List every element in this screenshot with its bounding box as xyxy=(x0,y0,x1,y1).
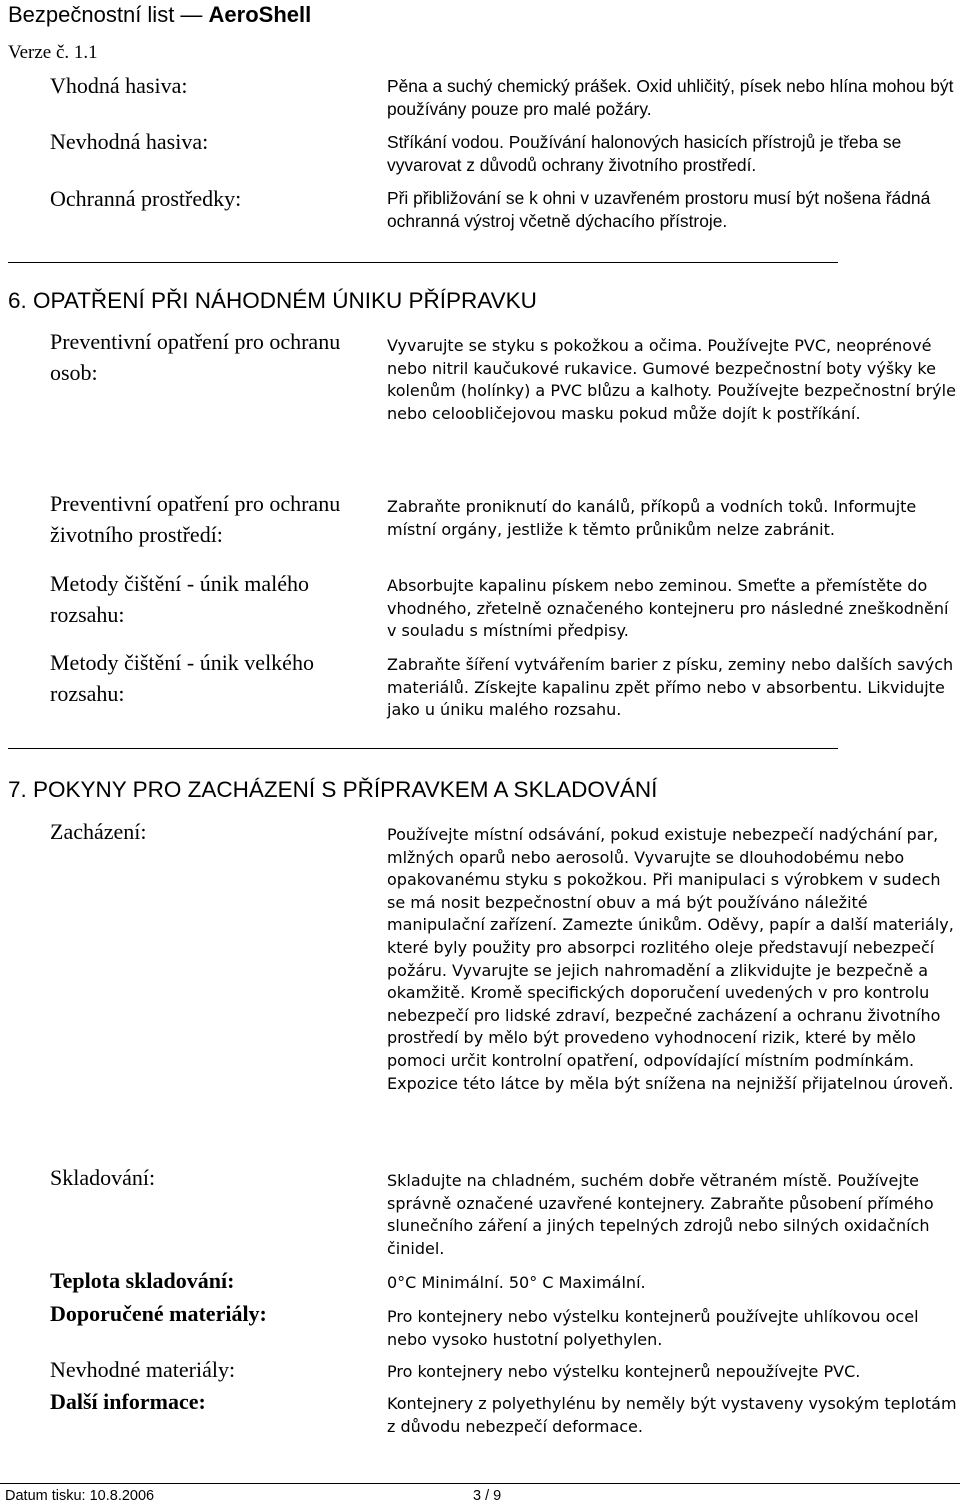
label-storage-temperature: Teplota skladování: xyxy=(50,1268,235,1293)
document-title xyxy=(8,2,311,28)
label-environmental-precautions: Preventivní opatření pro ochranu životního prostředí: xyxy=(50,491,341,547)
text-handling: Používejte místní odsávání, pokud existuje nebezpečí nadýchání par, mlžných oparů nebo aerosolů. Vyvarujte se dlouhodobému nebo opakovanému styku s pokožkou. Při manipulaci s výrobkem v sudech se má nosit bezpečnostní obuv a má být používáno náležité manipulační zařízení. Zamezte únikům. Oděvy, papír a další materiály, které byly použity pro absorpci rozlitého oleje představují nebezpečí požáru. Vyvarujte se jejich nahromadění a zlikvidujte je bezpečně a okamžitě. Kromě specifických doporučení uvedených v pro kontrolu nebezpečí pro lidské zdraví, bezpečné zacházení a ochranu životního prostředí by mělo být provedeno vyhodnocení rizik, které by mělo pomoci určit kontrolní opatření, odpovídající místním podmínkám. Expozice této látce by měla být snížena na nejnižší přijatelnou úroveň. xyxy=(387,825,954,1093)
label-recommended-materials: Doporučené materiály: xyxy=(50,1301,267,1326)
title-prefix: Bezpečnostní list — xyxy=(8,2,209,27)
label-storage: Skladování: xyxy=(50,1165,156,1190)
version-label: Verze č. 1.1 xyxy=(8,42,98,63)
label-handling: Zacházení: xyxy=(50,819,147,844)
label-additional-information: Další informace: xyxy=(50,1389,206,1414)
page-number: 3 / 9 xyxy=(473,1488,502,1504)
text-cleanup-large: Zabraňte šíření vytvářením barier z písku, zeminy nebo dalších savých materiálů. Získejte kapalinu zpět přímo nebo v absorbentu. Likvidujte jako u úniku malého rozsahu. xyxy=(387,655,954,720)
text-protective-equipment: Při přibližování se k ohni v uzavřeném prostoru musí být nošena řádná ochranná výstroj včetně dýchacího přístroje. xyxy=(387,188,931,231)
section-6-heading: 6. OPATŘENÍ PŘI NÁHODNÉM ÚNIKU PŘÍPRAVKU xyxy=(8,288,537,313)
text-additional-information: Kontejnery z polyethylénu by neměly být vystaveny vysokým teplotám z důvodu nebezpečí deformace. xyxy=(387,1394,957,1436)
text-recommended-materials: Pro kontejnery nebo výstelku kontejnerů používejte uhlíkovou ocel nebo vysoko hustotní polyethylen. xyxy=(387,1307,919,1349)
label-personal-precautions: Preventivní opatření pro ochranu osob: xyxy=(50,329,341,385)
text-unsuitable-extinguishers: Stříkání vodou. Používání halonových hasicích přístrojů je třeba se vyvarovat z důvodů ochrany životního prostředí. xyxy=(387,132,902,175)
print-date: Datum tisku: 10.8.2006 xyxy=(5,1488,155,1504)
text-environmental-precautions: Zabraňte proniknutí do kanálů, příkopů a vodních toků. Informujte místní orgány, jestliže k těmto průnikům nelze zabránit. xyxy=(387,497,917,539)
section-7-heading: 7. POKYNY PRO ZACHÁZENÍ S PŘÍPRAVKEM A SKLADOVÁNÍ xyxy=(8,777,658,802)
label-suitable-extinguishers: Vhodná hasiva: xyxy=(50,73,188,98)
footer-divider xyxy=(0,1483,960,1484)
label-unsuitable-extinguishers: Nevhodná hasiva: xyxy=(50,129,209,154)
text-suitable-extinguishers: Pěna a suchý chemický prášek. Oxid uhličitý, písek nebo hlína mohou být používány pouze pro malé požáry. xyxy=(387,76,954,119)
product-name: AeroShell xyxy=(208,2,312,27)
text-cleanup-small: Absorbujte kapalinu pískem nebo zeminou. Smeťte a přemístěte do vhodného, zřetelně označeného kontejneru pro následné zneškodnění v souladu s místními předpisy. xyxy=(387,576,949,641)
text-storage-temperature: 0°C Minimální. 50° C Maximální. xyxy=(387,1273,646,1292)
text-personal-precautions: Vyvarujte se styku s pokožkou a očima. Používejte PVC, neoprénové nebo nitril kaučukové rukavice. Gumové bezpečnostní boty výšky ke kolenům (holínky) a PVC blůzu a kalhoty. Používejte bezpečnostní brýle nebo celoobličejovou masku pokud může dojít k postříkání. xyxy=(387,336,956,423)
label-unsuitable-materials: Nevhodné materiály: xyxy=(50,1357,236,1382)
section-divider xyxy=(8,262,838,263)
label-cleanup-small: Metody čištění - únik malého rozsahu: xyxy=(50,571,310,627)
text-storage: Skladujte na chladném, suchém dobře větraném místě. Používejte správně označené uzavřené kontejnery. Zabraňte působení přímého slunečního záření a jiných tepelných zdrojů nebo silných oxidačních činidel. xyxy=(387,1171,934,1258)
section-divider xyxy=(8,748,838,749)
text-unsuitable-materials: Pro kontejnery nebo výstelku kontejnerů nepoužívejte PVC. xyxy=(387,1362,861,1381)
label-protective-equipment: Ochranná prostředky: xyxy=(50,186,242,211)
label-cleanup-large: Metody čištění - únik velkého rozsahu: xyxy=(50,650,314,706)
